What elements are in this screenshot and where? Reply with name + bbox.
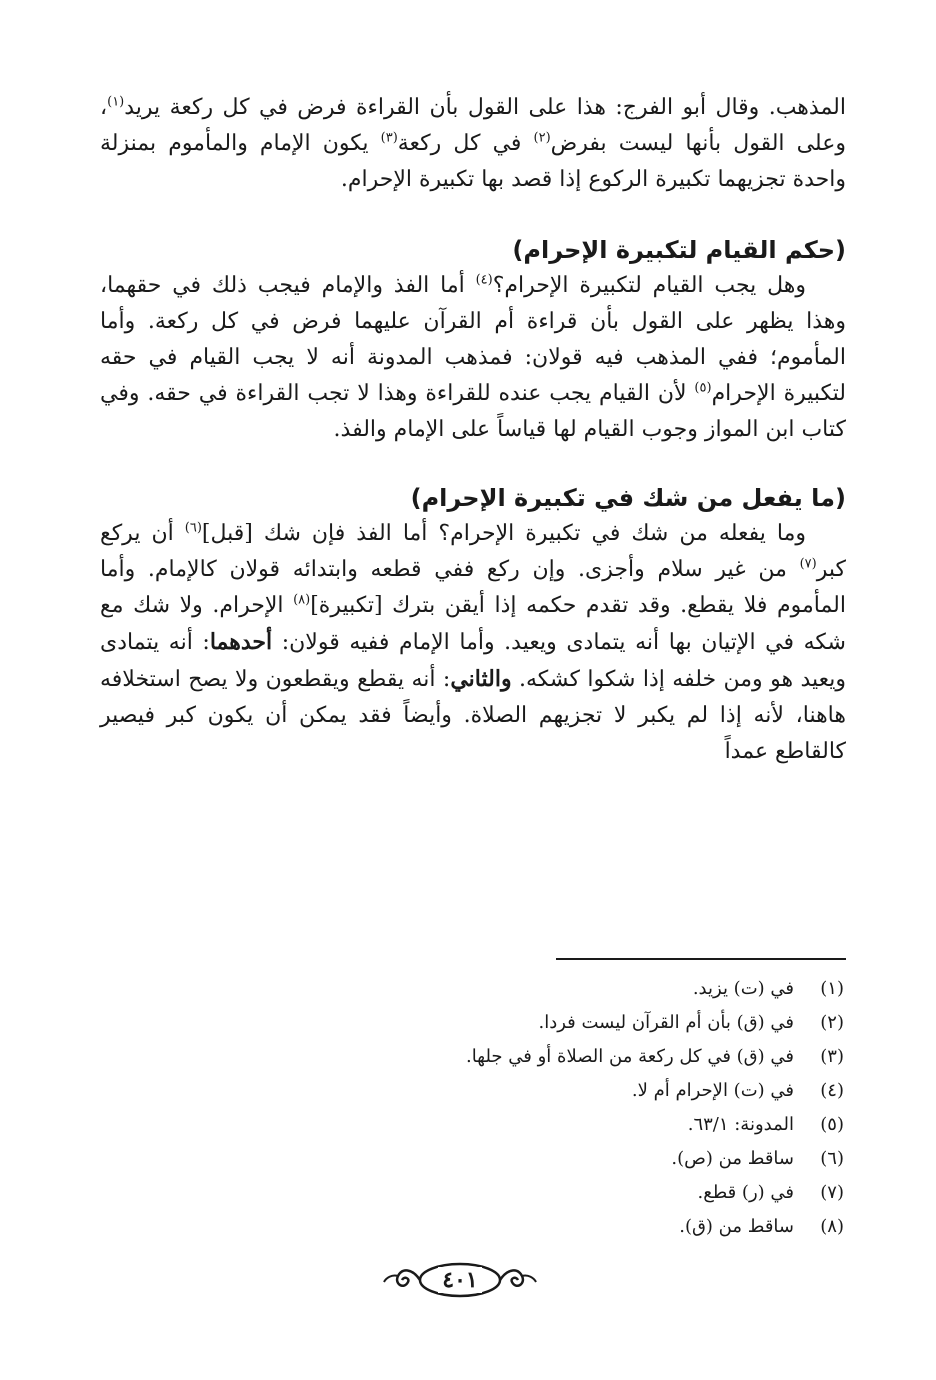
footnote-ref-3[interactable]: (٣) xyxy=(380,130,398,146)
paragraph-text: أما الفذ والإمام فيجب ذلك في حقهما، وهذا يظهر على القول بأن قراءة أم القرآن عليهما فرض في كل ركعة. وأما المأموم؛ ففي المذهب فيه قولان: فمذهب المدونة أنه لا يجب القيام في حقه لتكبيرة الإحرام xyxy=(100,273,847,406)
footnote-text: في (ق) بأن أم القرآن ليست فردا. xyxy=(538,1012,794,1033)
footnote-number: (٤) xyxy=(820,1080,844,1101)
paragraph-text: لأن القيام يجب عنده للقراءة وهذا لا تجب القراءة في حقه. وفي كتاب ابن المواز وجوب القيام لها قياساً على الإمام والفذ. xyxy=(100,381,846,442)
footnote-text: ساقط من (ص). xyxy=(671,1148,794,1169)
footnote-ref-4[interactable]: (٤) xyxy=(475,272,493,288)
footnote-ref-7[interactable]: (٧) xyxy=(799,556,817,572)
footnote-item xyxy=(244,1108,844,1142)
footnote-ref-1[interactable]: (١) xyxy=(107,94,125,110)
footnote-number: (٦) xyxy=(820,1148,844,1169)
footnote-item xyxy=(244,1040,844,1074)
page-number-text: ٤٠١ xyxy=(438,1267,481,1293)
paragraph-2 xyxy=(100,268,846,448)
footnote-number: (٢) xyxy=(820,1012,844,1033)
first-opinion-label: أحدهما xyxy=(209,629,273,655)
footnotes-list xyxy=(244,972,844,1244)
paragraph-3 xyxy=(100,516,846,770)
page-body xyxy=(100,90,846,770)
footnote-item xyxy=(244,1074,844,1108)
paragraph-1 xyxy=(100,90,846,198)
paragraph-text: : أنه يتمادى ويعيد هو ومن خلفه إذا شكوا كشكه. xyxy=(100,630,846,692)
footnote-item xyxy=(244,972,844,1006)
footnote-item xyxy=(244,1142,844,1176)
footnote-number: (٨) xyxy=(820,1216,844,1237)
footnote-number: (٥) xyxy=(820,1114,844,1135)
footnote-number: (١) xyxy=(820,978,844,999)
footnote-text: المدونة: ٦٣/١. xyxy=(687,1114,794,1135)
paragraph-text: يكون الإمام والمأموم بمنزلة واحدة تجزيهما تكبيرة الركوع إذا قصد بها تكبيرة الإحرام. xyxy=(100,131,846,192)
paragraph-text: المذهب. وقال أبو الفرج: هذا على القول بأن القراءة فرض في كل ركعة يريد xyxy=(124,95,846,120)
section-heading-2: (ما يفعل من شك في تكبيرة الإحرام) xyxy=(410,484,846,512)
footnote-divider xyxy=(556,958,846,960)
footnote-text: في (ت) يزيد. xyxy=(692,978,794,999)
page-number xyxy=(380,1260,540,1300)
footnote-text: في (ق) في كل ركعة من الصلاة أو في جلها. xyxy=(465,1046,794,1067)
paragraph-text: : أنه يقطع ويقطعون ولا يصح استخلافه هاهنا، لأنه إذا لم يكبر لا تجزيهم الصلاة. وأيضاً فقد يمكن أن يكون كبر فيصير كالقاطع عمداً xyxy=(100,667,846,764)
second-opinion-label: والثاني xyxy=(450,666,512,692)
footnote-ref-5[interactable]: (٥) xyxy=(694,380,712,396)
footnote-ref-8[interactable]: (٨) xyxy=(293,592,311,608)
footnote-item xyxy=(244,1210,844,1244)
paragraph-text: في كل ركعة xyxy=(397,131,534,156)
section-heading-1: (حكم القيام لتكبيرة الإحرام) xyxy=(512,236,846,264)
paragraph-text: وما يفعله من شك في تكبيرة الإحرام؟ أما الفذ فإن شك [قبل] xyxy=(201,521,806,546)
footnote-text: في (ت) الإحرام أم لا. xyxy=(631,1080,794,1101)
paragraph-text: وهل يجب القيام لتكبيرة الإحرام؟ xyxy=(492,273,806,298)
footnote-text: في (ر) قطع. xyxy=(697,1182,794,1203)
footnote-text: ساقط من (ق). xyxy=(679,1216,794,1237)
footnote-number: (٣) xyxy=(820,1046,844,1067)
footnote-item xyxy=(244,1176,844,1210)
footnote-ref-6[interactable]: (٦) xyxy=(184,520,202,536)
paragraph-text: من غير سلام وأجزى. وإن ركع ففي قطعه وابتدائه قولان كالإمام. وأما المأموم فلا يقطع. وقد تقدم حكمه إذا أيقن بترك [تكبيرة] xyxy=(100,557,846,618)
footnote-number: (٧) xyxy=(820,1182,844,1203)
paragraph-text: الإحرام. ولا شك مع شكه في الإتيان بها أنه يتمادى ويعيد. وأما الإمام ففيه قولان: xyxy=(100,593,846,655)
paragraph-text: ، وعلى القول بأنها ليست بفرض xyxy=(100,95,846,156)
footnote-ref-2[interactable]: (٢) xyxy=(533,130,551,146)
footnote-item xyxy=(244,1006,844,1040)
paragraph-text: أن يركع كبر xyxy=(100,521,846,582)
